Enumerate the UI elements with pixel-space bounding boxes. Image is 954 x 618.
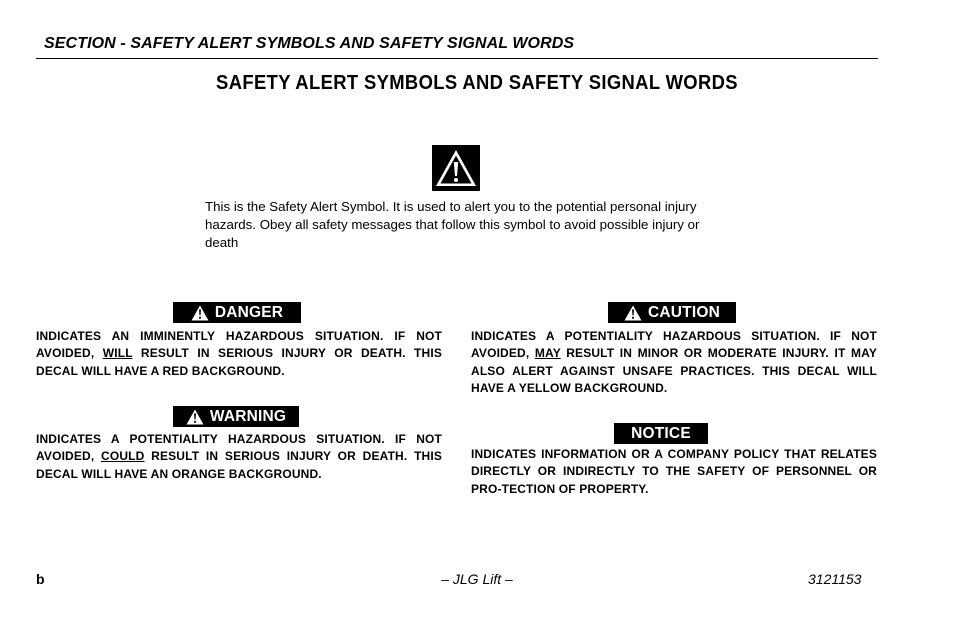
intro-paragraph: This is the Safety Alert Symbol. It is used to alert you to the potential personal injury hazards. Obey all safety messages that follow this symbol to avoid possible injury or death xyxy=(205,199,700,250)
doc-number: 3121153 xyxy=(808,571,862,587)
notice-decal xyxy=(614,423,708,444)
warning-decal xyxy=(173,406,299,427)
danger-text-after: RESULT IN SERIOUS INJURY OR DEATH. THIS DECAL WILL HAVE A RED BACKGROUND. xyxy=(36,346,442,378)
warning-triangle-icon xyxy=(624,305,642,321)
warning-triangle-icon xyxy=(186,409,204,425)
section-header: SECTION - SAFETY ALERT SYMBOLS AND SAFETY SIGNAL WORDS xyxy=(44,35,575,52)
warning-triangle-icon xyxy=(432,145,480,191)
page-title: SAFETY ALERT SYMBOLS AND SAFETY SIGNAL WORDS xyxy=(216,72,738,94)
danger-keyword: WILL xyxy=(102,346,133,361)
warning-text-after: RESULT IN SERIOUS INJURY OR DEATH. THIS DECAL WILL HAVE AN ORANGE BACKGROUND. xyxy=(36,449,442,481)
caution-keyword: MAY xyxy=(534,346,561,361)
notice-label: NOTICE xyxy=(631,424,691,442)
caution-decal xyxy=(608,302,736,323)
page-number: b xyxy=(36,571,45,587)
warning-keyword: COULD xyxy=(101,449,145,464)
notice-description: INDICATES INFORMATION OR A COMPANY POLICY THAT RELATES DIRECTLY OR INDIRECTLY TO THE SAFETY OF PERSONNEL OR PRO-TECTION OF PROPERTY. xyxy=(471,447,877,496)
warning-label: WARNING xyxy=(209,407,287,425)
danger-decal xyxy=(173,302,301,323)
warning-triangle-icon xyxy=(191,305,209,321)
danger-description xyxy=(36,328,442,380)
header-rule xyxy=(36,58,878,59)
caution-text-before: INDICATES A POTENTIALITY HAZARDOUS SITUATION. IF NOT AVOIDED, xyxy=(471,329,877,361)
warning-text-before: INDICATES A POTENTIALITY HAZARDOUS SITUATION. IF NOT AVOIDED, xyxy=(36,432,442,464)
caution-description xyxy=(471,328,877,397)
safety-alert-symbol xyxy=(432,145,480,191)
danger-label: DANGER xyxy=(214,303,284,321)
warning-description xyxy=(36,431,442,483)
footer-center: – JLG Lift – xyxy=(441,571,513,587)
caution-text-after: RESULT IN MINOR OR MODERATE INJURY. IT MAY ALSO ALERT AGAINST UNSAFE PRACTICES. THIS DECAL WILL HAVE A YELLOW BACKGROUND. xyxy=(471,346,877,395)
danger-text-before: INDICATES AN IMMINENTLY HAZARDOUS SITUATION. IF NOT AVOIDED, xyxy=(36,329,442,361)
caution-label: CAUTION xyxy=(647,303,720,321)
